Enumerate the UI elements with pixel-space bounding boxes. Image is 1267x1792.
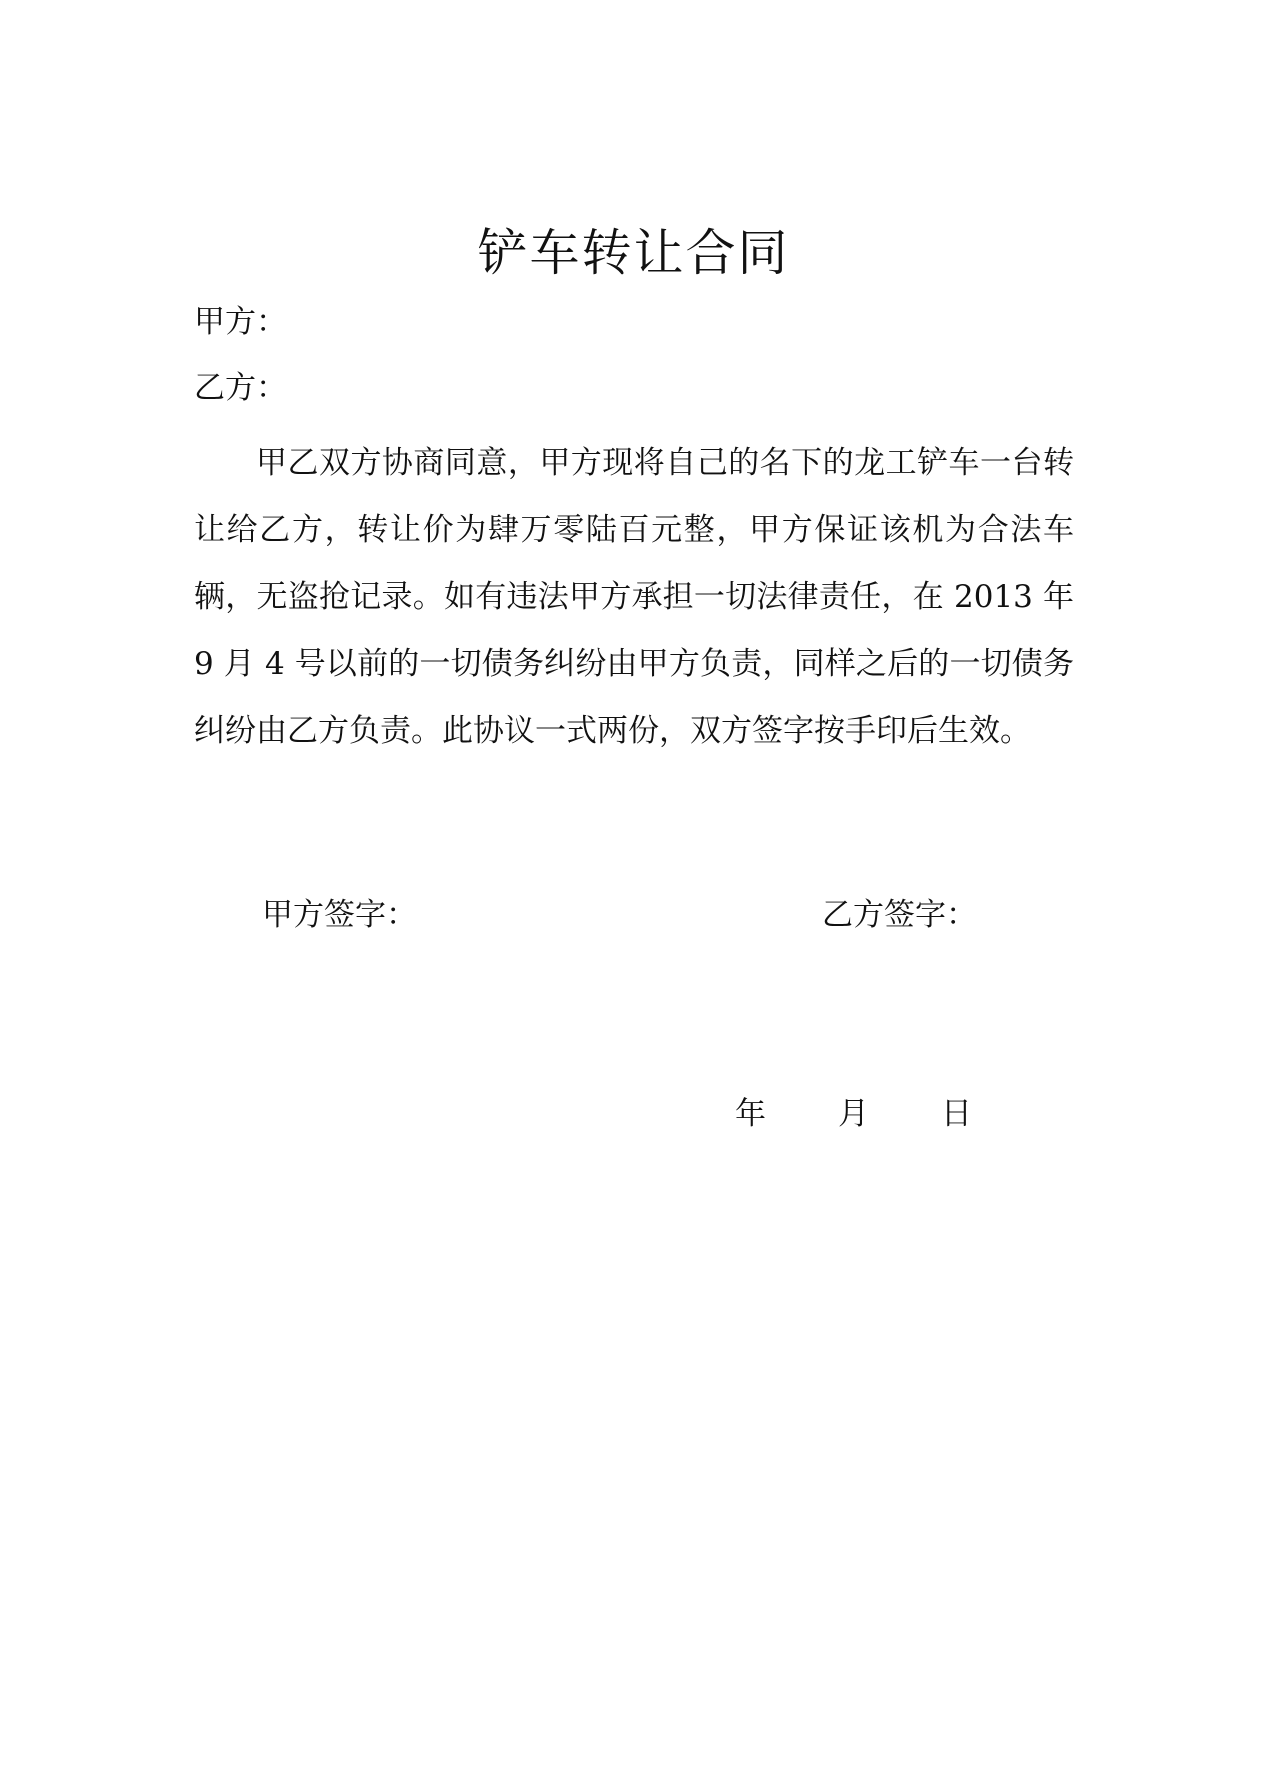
date-day: 日 — [941, 1096, 972, 1132]
signature-b-label: 乙方签字： — [822, 897, 977, 933]
party-b-label: 乙方： — [194, 370, 287, 406]
signature-a-label: 甲方签字： — [262, 897, 417, 933]
party-a-label: 甲方： — [194, 304, 287, 340]
date-month: 月 — [838, 1096, 869, 1132]
contract-body: 甲乙双方协商同意，甲方现将自己的名下的龙工铲车一台转让给乙方，转让价为肆万零陆百元整，甲方保证该机为合法车辆，无盗抢记录。如有违法甲方承担一切法律责任，在 2013 年 9 月 4 号以前的一切债务纠纷由甲方负责，同样之后的一切债务纠纷由乙方负责。此协议一式两份，双方签字按手印后生效。 — [194, 445, 1074, 749]
document-title: 铲车转让合同 — [477, 224, 790, 282]
date-year: 年 — [735, 1096, 766, 1132]
